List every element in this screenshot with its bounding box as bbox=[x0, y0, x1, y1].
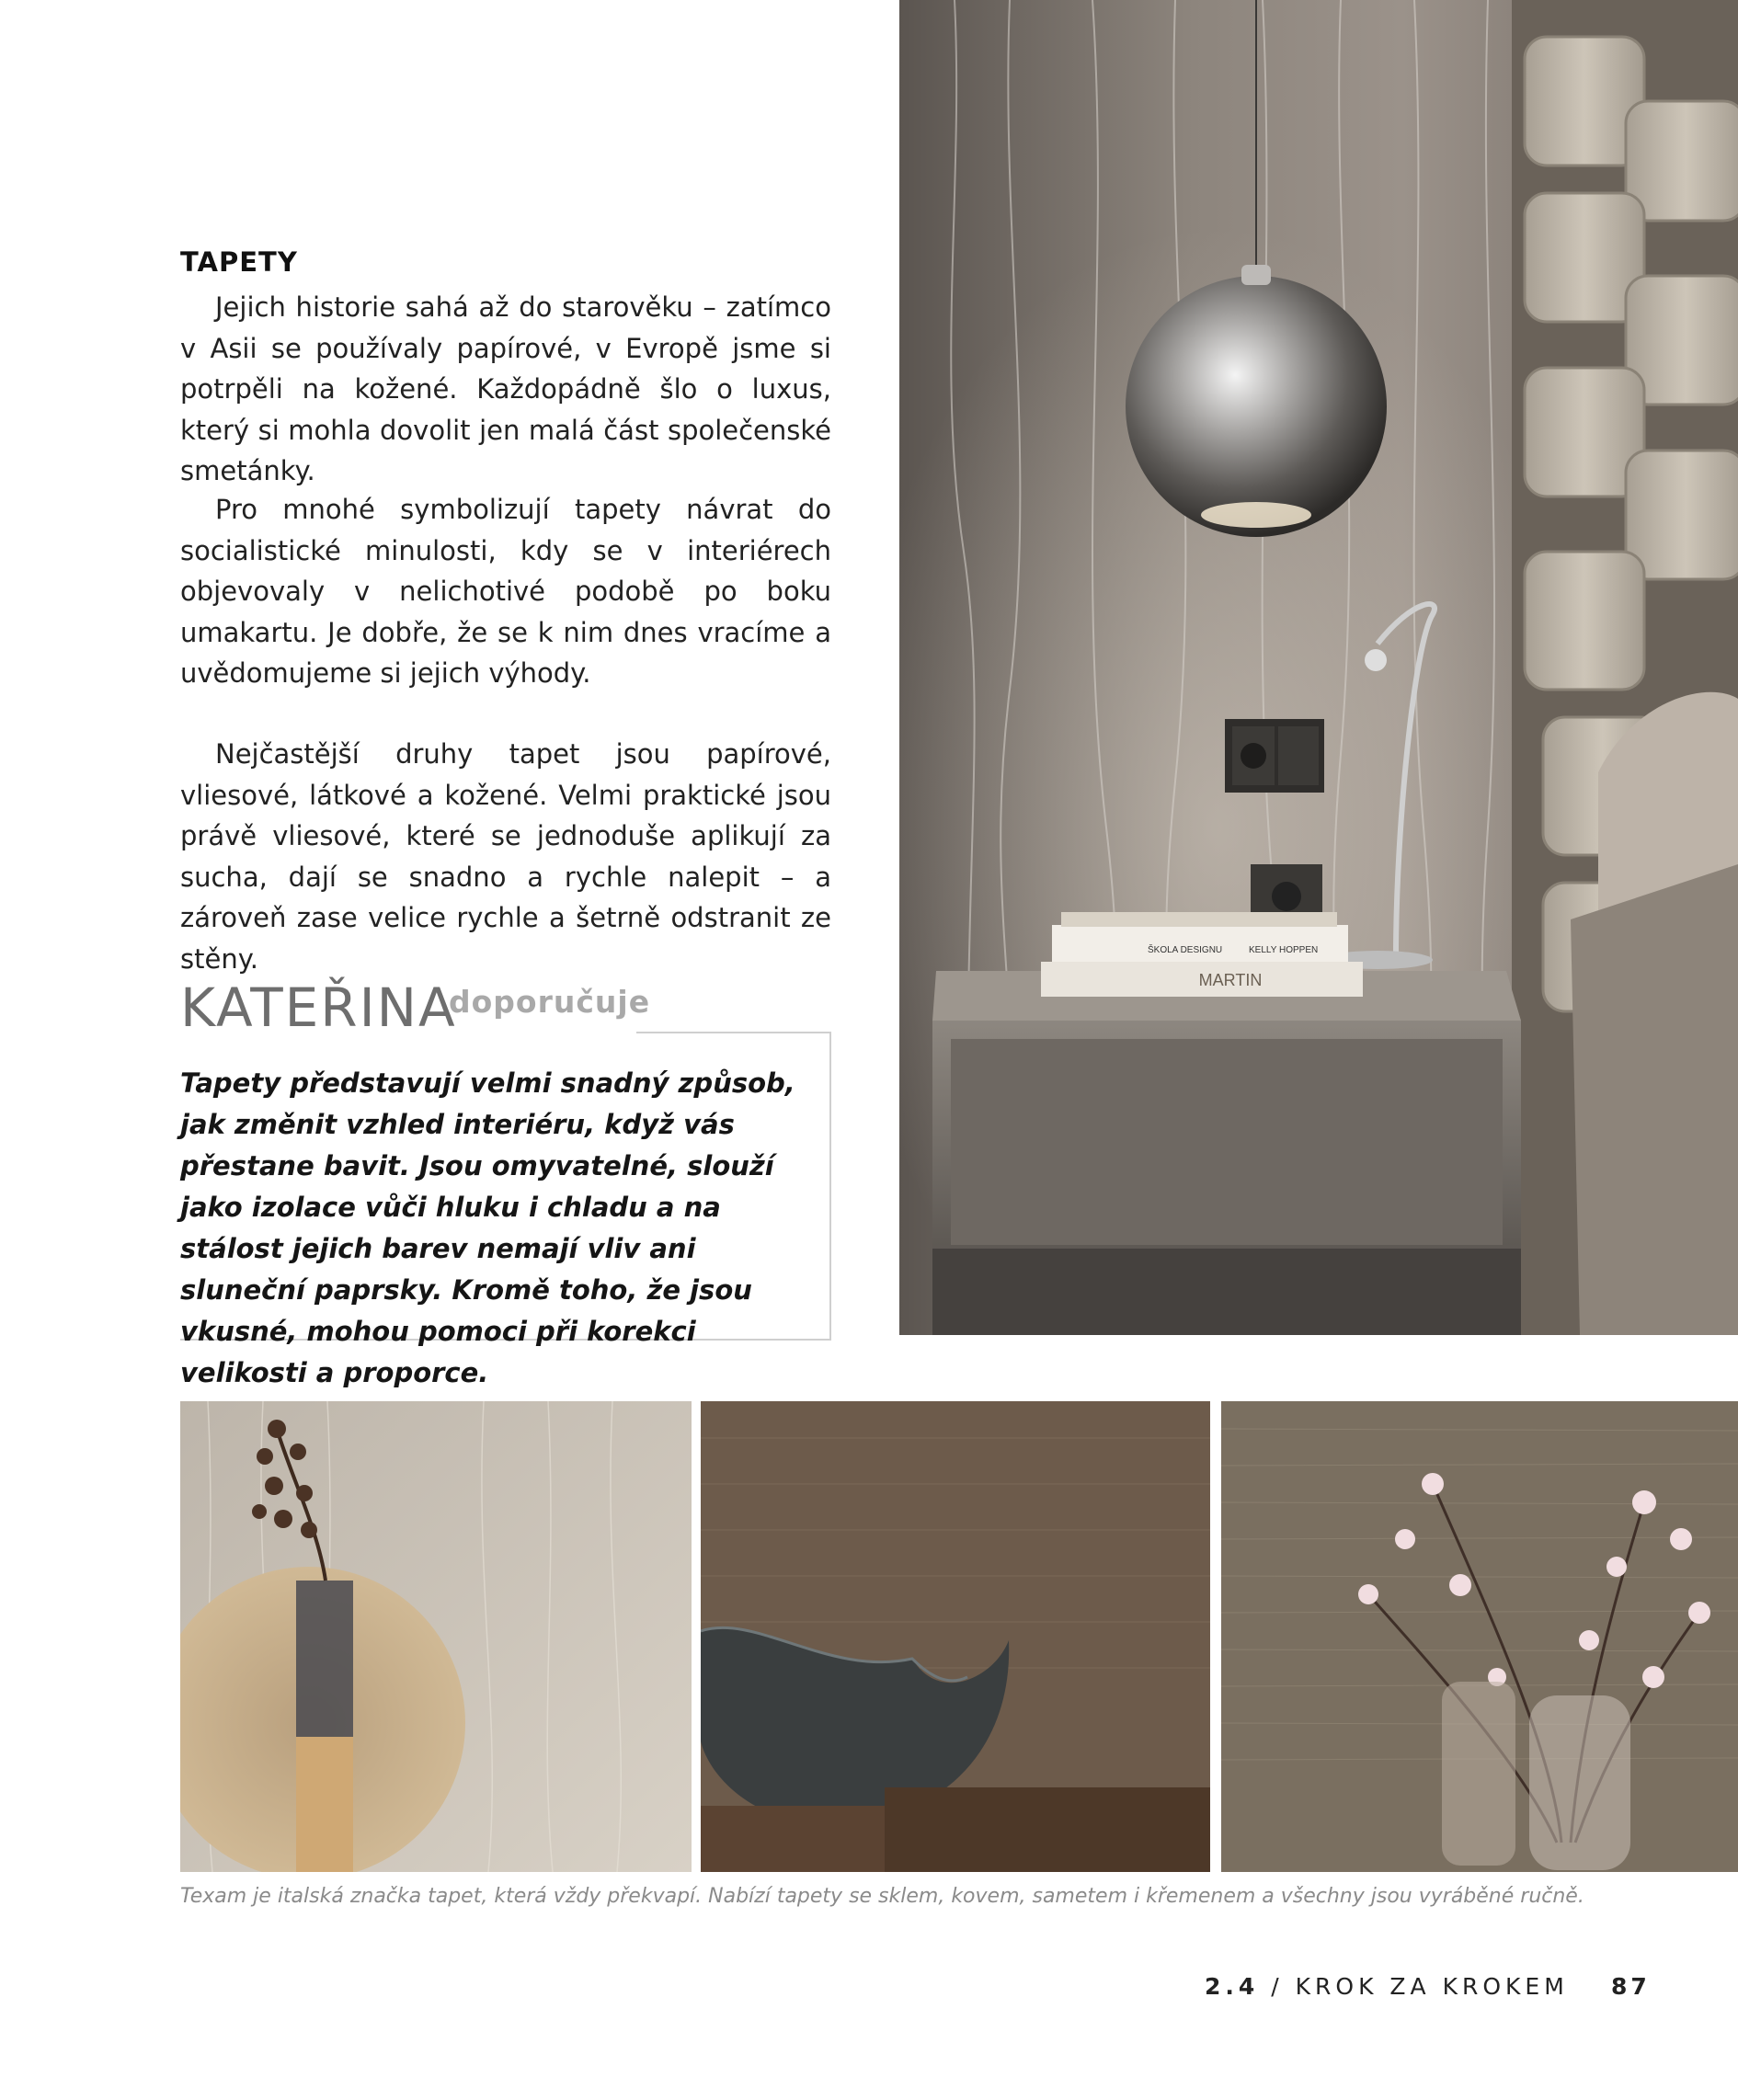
recommendation-author: KATEŘINA bbox=[180, 976, 457, 1039]
book-spine-kelly: KELLY HOPPEN bbox=[1249, 945, 1319, 955]
recommendation-tag: doporučuje bbox=[449, 984, 651, 1020]
wallpaper-photo-magnolia bbox=[1221, 1401, 1738, 1872]
footer-separator: / bbox=[1271, 1973, 1284, 2000]
paragraph-history: Jejich historie sahá až do starověku – zatímco v Asii se používaly papírové, v Evropě jsme si potrpěli na kožené. Každopádně šlo o luxus, který si mohla dovolit jen malá část společenské smetánky. bbox=[180, 291, 831, 486]
bedroom-photo bbox=[899, 0, 1738, 1335]
wallpaper-photo-vase bbox=[180, 1401, 692, 1872]
recommendation-text: Tapety představují velmi snadný způsob, jak změnit vzhled interiéru, když vás přestane bavit. Jsou omyvatelné, slouží jako izolace vůči hluku i chladu a na stálost jejich barev nemají vliv ani sluneční paprsky. Kromě toho, že jsou vkusné, mohou pomoci při korekci velikosti a proporce. bbox=[180, 1067, 795, 1388]
page-number: 87 bbox=[1611, 1973, 1651, 2000]
book-spine-martin: MARTIN bbox=[1198, 971, 1263, 989]
footer-section-number: 2.4 bbox=[1205, 1973, 1260, 2000]
photo-caption: Texam je italská značka tapet, která vždy překvapí. Nabízí tapety se sklem, kovem, sametem i křemenem a všechny jsou vyráběné ručně. bbox=[180, 1885, 1584, 1908]
book-spine-skola: ŠKOLA DESIGNU bbox=[1148, 945, 1223, 955]
section-heading: TAPETY bbox=[180, 246, 298, 278]
paragraph-types: Nejčastější druhy tapet jsou papírové, vliesové, látkové a kožené. Velmi praktické jsou právě vliesové, které se jednoduše aplikují za sucha, dají se snadno a rychle nalepit – a zároveň zase velice rychle a šetrně odstranit ze stěny. bbox=[180, 738, 831, 975]
footer-section-label bbox=[1205, 1973, 1569, 2000]
paragraph-socialism: Pro mnohé symbolizují tapety návrat do socialistické minulosti, kdy se v interiérech objevovaly v nelichotivé podobě po boku umakartu. Je dobře, že se k nim dnes vracíme a uvědomujeme si jejich výhody. bbox=[180, 494, 831, 689]
wallpaper-photo-bowl bbox=[701, 1401, 1210, 1872]
footer-section-title: KROK ZA KROKEM bbox=[1295, 1973, 1569, 2000]
